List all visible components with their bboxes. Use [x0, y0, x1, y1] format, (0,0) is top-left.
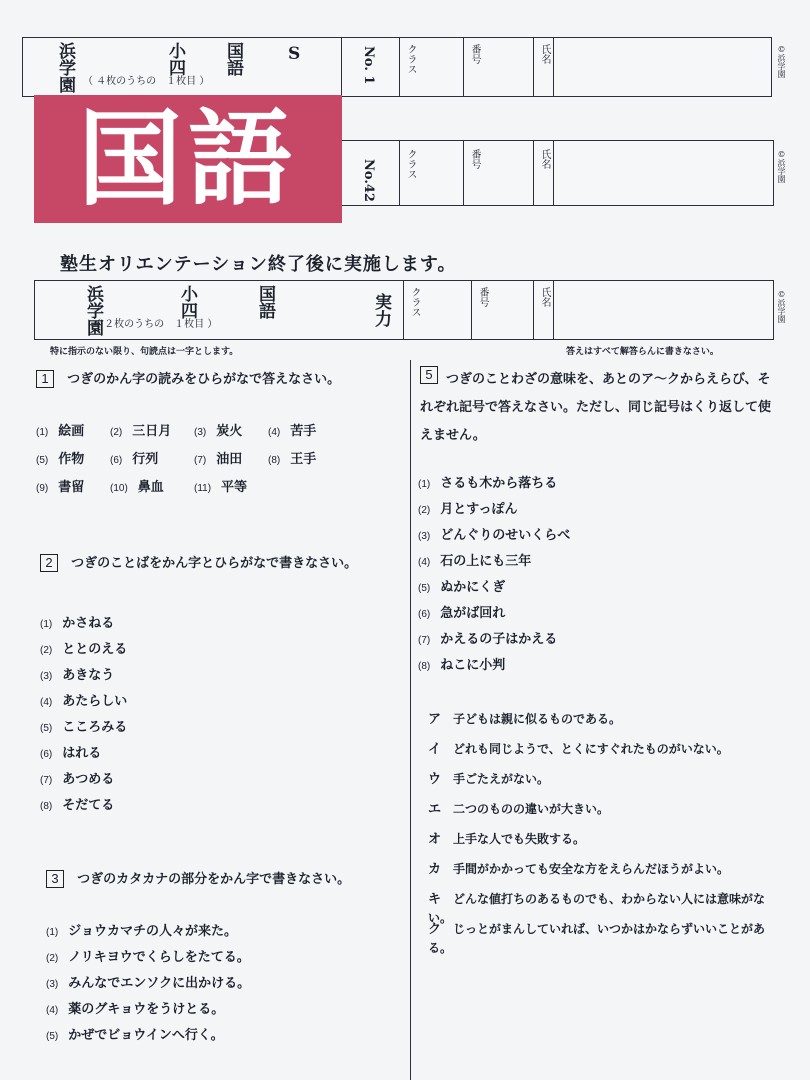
item-text: みんなでエンソクに出かける。 — [68, 976, 251, 991]
item-number: (1) — [46, 927, 59, 938]
item-text: ノリキヨウでくらしをたてる。 — [68, 950, 250, 965]
item-text: 薬のグキョウをうけとる。 — [68, 1002, 225, 1017]
item-text: こころみる — [62, 720, 128, 735]
item-text: 炭火 — [216, 424, 243, 439]
q2-item — [40, 638, 127, 657]
q2-item — [40, 742, 101, 761]
q5-item — [418, 550, 531, 569]
q2-item — [40, 612, 114, 631]
question-1 — [36, 368, 340, 388]
item-text: 石の上にも三年 — [440, 554, 532, 569]
item-number: (5) — [36, 455, 49, 466]
item-number: (2) — [46, 953, 59, 964]
item-text: ととのえる — [62, 642, 128, 657]
q1-item — [110, 476, 164, 495]
q1-item — [268, 448, 316, 467]
q5-choice — [428, 828, 778, 847]
q5-item — [418, 602, 505, 621]
copyright-3: ©浜学園 — [777, 290, 786, 323]
name-label: 氏名 — [539, 44, 550, 64]
header-sheet-1 — [22, 37, 772, 97]
choice-key: イ — [428, 742, 442, 757]
q3-item — [46, 946, 250, 965]
sheet-number: No. 1 — [361, 46, 376, 85]
q5-item — [418, 628, 557, 647]
item-number: (8) — [40, 801, 53, 812]
q5-item — [418, 472, 557, 491]
choice-text: 子どもは親に似るものである。 — [453, 712, 622, 726]
q1-item — [194, 420, 242, 439]
item-number: (6) — [40, 749, 53, 760]
q2-item — [40, 768, 114, 787]
question-2 — [40, 552, 357, 572]
item-number: (5) — [40, 723, 53, 734]
choice-key: ク — [428, 922, 442, 937]
item-text: そだてる — [62, 798, 115, 813]
question-number: 2 — [40, 554, 58, 572]
item-text: ジョウカマチの人々が来た。 — [68, 924, 237, 939]
q3-item — [46, 1024, 224, 1043]
item-number: (4) — [268, 427, 281, 438]
q5-item — [418, 498, 517, 517]
choice-key: エ — [428, 802, 442, 817]
q5-choice — [428, 798, 778, 817]
header-sheet-3 — [34, 280, 774, 340]
q1-item — [268, 420, 316, 439]
grade: 小四 — [165, 42, 185, 76]
q5-item — [418, 654, 505, 673]
number-label: 番号 — [469, 44, 480, 64]
question-prompt: つぎのかん字の読みをひらがなで答えなさい。 — [67, 372, 341, 387]
item-text: 三日月 — [132, 424, 172, 439]
item-number: (8) — [268, 455, 281, 466]
banner-title: 国語 — [77, 98, 298, 220]
subject-3: 国語 — [255, 285, 275, 319]
item-number: (3) — [40, 671, 53, 682]
item-text: 鼻血 — [137, 480, 164, 495]
item-text: ねこに小判 — [440, 658, 506, 673]
left-instruction: 特に指示のない限り、句読点は一字とします。 — [50, 347, 239, 357]
name-label-3: 氏名 — [539, 287, 550, 307]
level: S — [288, 44, 301, 64]
divider — [463, 38, 464, 96]
item-number: (11) — [194, 483, 212, 494]
school-name: 浜学園 — [55, 42, 75, 93]
choice-text: 手ごたえがない。 — [453, 772, 550, 786]
item-number: (10) — [110, 483, 128, 494]
q5-choice — [428, 708, 778, 727]
item-text: かぜでビョウインへ行く。 — [68, 1028, 224, 1043]
item-text: あたらしい — [62, 694, 128, 709]
number-label-2: 番号 — [469, 149, 480, 169]
q3-item — [46, 998, 224, 1017]
item-number: (9) — [36, 483, 49, 494]
right-instruction: 答えはすべて解答らんに書きなさい。 — [566, 347, 719, 357]
divider — [463, 141, 464, 205]
choice-key: カ — [428, 862, 442, 877]
divider — [533, 38, 534, 96]
q3-item — [46, 972, 250, 991]
item-number: (6) — [418, 609, 431, 620]
q2-item — [40, 716, 127, 735]
item-number: (4) — [418, 557, 431, 568]
question-prompt: つぎのカタカナの部分をかん字で書きなさい。 — [77, 872, 351, 887]
question-number: 5 — [420, 366, 438, 384]
q2-item — [40, 794, 114, 813]
name-label-2: 氏名 — [539, 149, 550, 169]
item-text: 月とすっぽん — [440, 502, 518, 517]
subject: 国語 — [223, 42, 243, 76]
q1-item — [36, 476, 84, 495]
divider — [403, 281, 404, 339]
q5-choice — [428, 738, 778, 757]
item-text: 油田 — [216, 452, 243, 467]
question-prompt: つぎのことわざの意味を、あとのア〜クからえらび、それぞれ記号で答えなさい。ただし、同じ記号はくり返して使えません。 — [420, 372, 772, 443]
q5-choice — [428, 918, 778, 956]
class-label: クラス — [405, 44, 416, 74]
item-number: (3) — [46, 979, 59, 990]
divider — [341, 38, 342, 96]
item-number: (7) — [194, 455, 207, 466]
divider — [553, 38, 554, 96]
column-divider — [410, 360, 411, 1080]
question-5 — [420, 366, 780, 450]
copyright-1: ©浜学園 — [777, 45, 786, 78]
copyright-2: ©浜学園 — [777, 150, 786, 183]
item-number: (1) — [40, 619, 53, 630]
q1-item — [36, 448, 84, 467]
item-number: (2) — [418, 505, 431, 516]
choice-text: 上手な人でも失敗する。 — [453, 832, 586, 846]
q2-item — [40, 690, 127, 709]
number-label-3: 番号 — [477, 287, 488, 307]
question-number: 3 — [46, 870, 64, 888]
q1-item — [36, 420, 84, 439]
class-label-2: クラス — [405, 149, 416, 179]
divider — [399, 38, 400, 96]
divider — [553, 141, 554, 205]
item-text: さるも木から落ちる — [440, 476, 558, 491]
item-text: はれる — [62, 746, 102, 761]
item-text: 書留 — [58, 480, 85, 495]
choice-key: キ — [428, 892, 442, 907]
divider — [471, 281, 472, 339]
q5-choice — [428, 768, 778, 787]
question-3 — [46, 868, 350, 888]
q5-choice — [428, 858, 778, 877]
item-number: (2) — [40, 645, 53, 656]
item-number: (1) — [36, 427, 49, 438]
item-number: (5) — [418, 583, 431, 594]
q1-item — [110, 448, 158, 467]
item-text: かえるの子はかえる — [440, 632, 558, 647]
sheet-number-2: No.42 — [361, 159, 376, 202]
q1-item — [194, 448, 242, 467]
item-text: 行列 — [132, 452, 159, 467]
item-text: 作物 — [58, 452, 85, 467]
page-count-3: （ ２枚のうちの １枚目 ） — [91, 319, 218, 330]
choice-text: じっとがまんしていれば、いつかはかならずいいことがある。 — [428, 922, 766, 955]
item-number: (3) — [194, 427, 207, 438]
item-number: (7) — [40, 775, 53, 786]
item-number: (3) — [418, 531, 431, 542]
item-number: (7) — [418, 635, 431, 646]
item-text: 王手 — [290, 452, 317, 467]
item-text: 平等 — [221, 480, 248, 495]
item-text: 絵画 — [58, 424, 85, 439]
school-name-3: 浜学園 — [83, 285, 103, 336]
item-number: (5) — [46, 1031, 59, 1042]
item-number: (6) — [110, 455, 123, 466]
item-number: (2) — [110, 427, 123, 438]
grade-3: 小四 — [177, 285, 197, 319]
item-text: かさねる — [62, 616, 115, 631]
subject-banner — [34, 95, 342, 223]
item-number: (4) — [46, 1005, 59, 1016]
question-prompt: つぎのことばをかん字とひらがなで書きなさい。 — [71, 556, 358, 571]
choice-text: どれも同じようで、とくにすぐれたものがいない。 — [453, 742, 729, 756]
choice-key: オ — [428, 832, 442, 847]
divider — [533, 141, 534, 205]
q1-item — [194, 476, 247, 495]
item-text: あきなう — [62, 668, 115, 683]
item-text: 急がば回れ — [440, 606, 506, 621]
item-text: あつめる — [62, 772, 115, 787]
q5-item — [418, 576, 505, 595]
class-label-3: クラス — [409, 287, 420, 317]
page-count: （ ４枚のうちの １枚目 ） — [83, 76, 210, 87]
question-number: 1 — [36, 370, 54, 388]
exam-type: 実力 — [371, 293, 391, 327]
divider — [533, 281, 534, 339]
divider — [399, 141, 400, 205]
choice-key: ア — [428, 712, 442, 727]
choice-key: ウ — [428, 772, 442, 787]
item-text: どんぐりのせいくらべ — [440, 528, 571, 543]
item-number: (4) — [40, 697, 53, 708]
q5-item — [418, 524, 570, 543]
choice-text: 二つのものの違いが大きい。 — [453, 802, 610, 816]
notice-text: 塾生オリエンテーション終了後に実施します。 — [60, 254, 457, 275]
divider — [553, 281, 554, 339]
q1-item — [110, 420, 171, 439]
item-text: ぬかにくぎ — [440, 580, 506, 595]
choice-text: どんな値打ちのあるものでも、わからない人には意味がない。 — [428, 892, 766, 925]
choice-text: 手間がかかっても安全な方をえらんだほうがよい。 — [453, 862, 730, 876]
item-number: (8) — [418, 661, 431, 672]
q2-item — [40, 664, 114, 683]
q3-item — [46, 920, 237, 939]
item-text: 苦手 — [290, 424, 317, 439]
item-number: (1) — [418, 479, 431, 490]
